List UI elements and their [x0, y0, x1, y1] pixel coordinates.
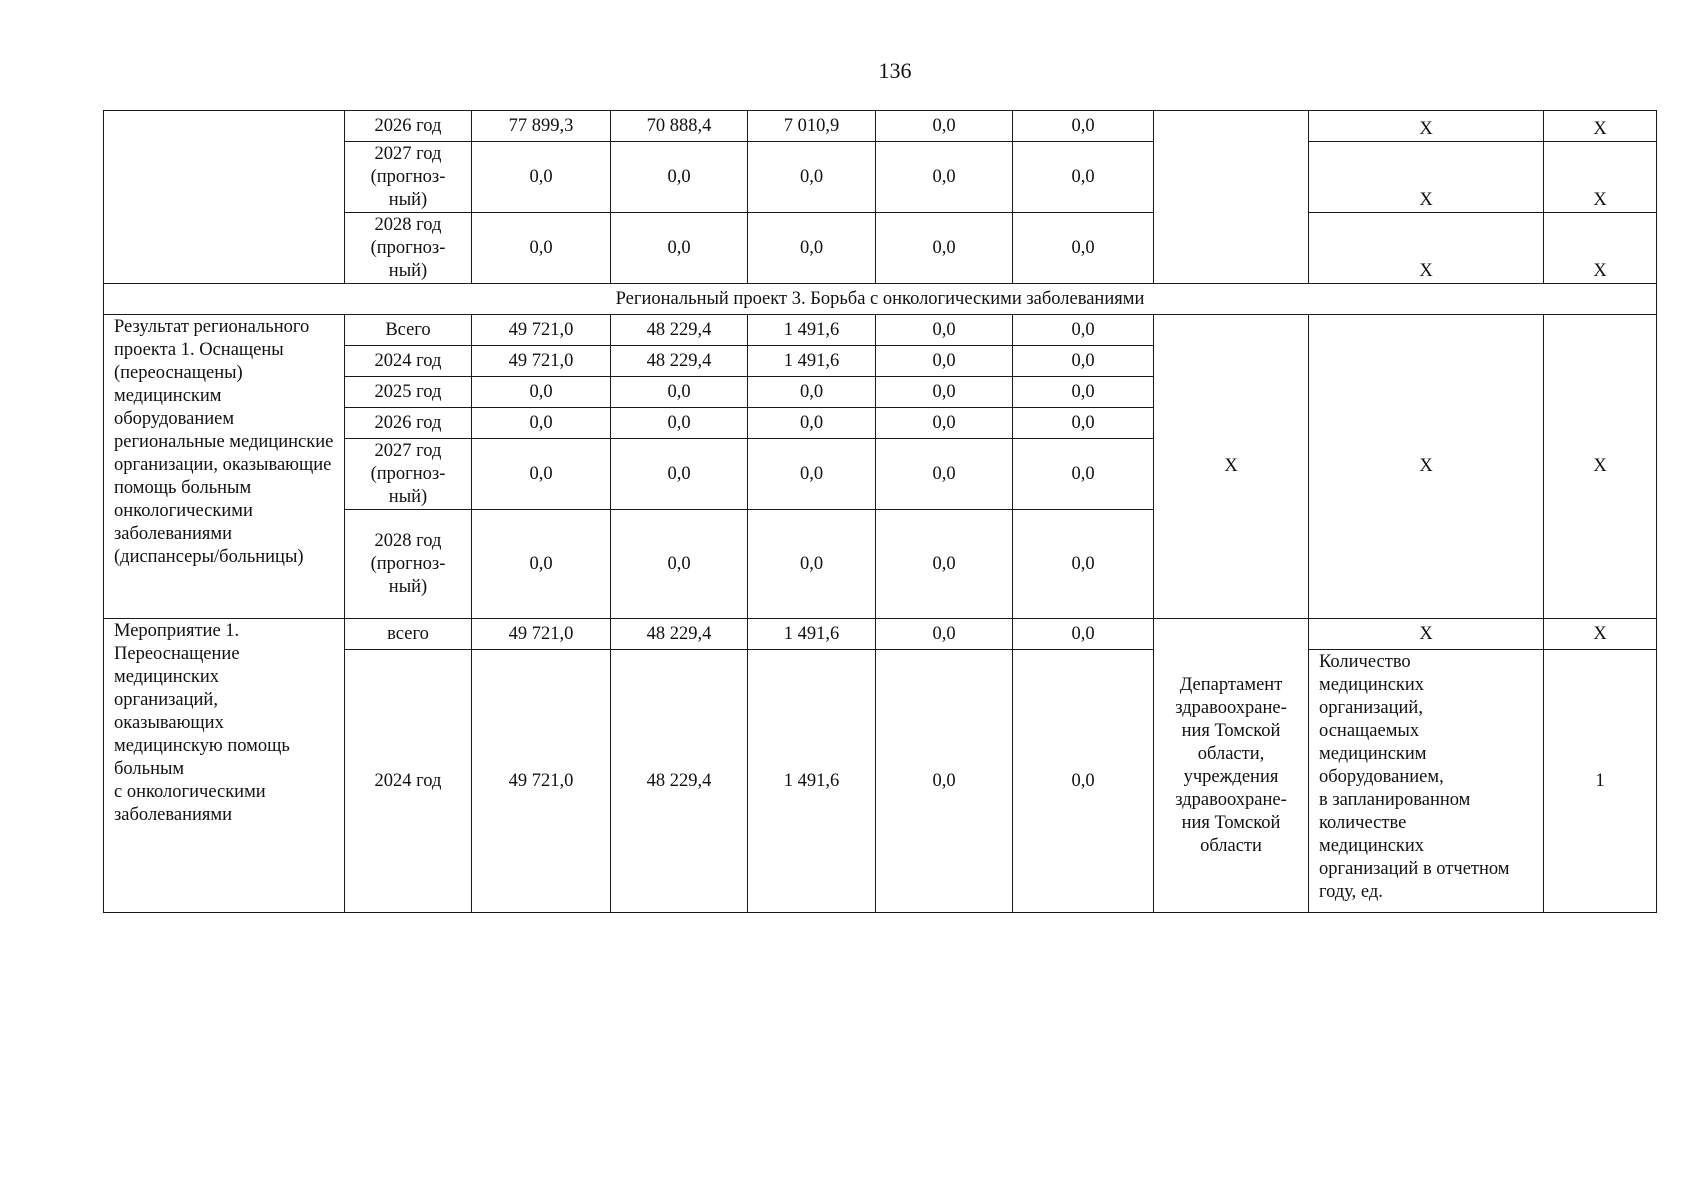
regional-cell: 0,0 — [748, 408, 876, 439]
total-cell: 49 721,0 — [472, 619, 611, 650]
regional-cell: 1 491,6 — [748, 650, 876, 913]
local-cell: 0,0 — [876, 619, 1013, 650]
other-cell: 0,0 — [1013, 650, 1154, 913]
value-cell: Х — [1544, 213, 1657, 284]
empty-name-cell — [104, 111, 345, 284]
local-cell: 0,0 — [876, 510, 1013, 619]
other-cell: 0,0 — [1013, 439, 1154, 510]
other-cell: 0,0 — [1013, 346, 1154, 377]
other-cell: 0,0 — [1013, 619, 1154, 650]
table-row — [104, 315, 1657, 346]
indicator-cell: Х — [1309, 619, 1544, 650]
result-name: Результат регионального проекта 1. Оснащены (переоснащены) медицинским оборудованием региональные медицинские организации, оказывающие помощь больным онкологическими заболеваниями (диспансеры/больницы) — [104, 315, 345, 619]
local-cell: 0,0 — [876, 142, 1013, 213]
other-cell: 0,0 — [1013, 142, 1154, 213]
federal-cell: 48 229,4 — [611, 346, 748, 377]
year-cell: 2026 год — [345, 111, 472, 142]
regional-cell: 1 491,6 — [748, 346, 876, 377]
other-cell: 0,0 — [1013, 111, 1154, 142]
result-executor: Х — [1154, 315, 1309, 619]
measure-executor: Департамент здравоохране- ния Томской области, учреждения здравоохране- ния Томской области — [1154, 619, 1309, 913]
year-cell: 2028 год (прогноз- ный) — [345, 213, 472, 284]
regional-cell: 1 491,6 — [748, 619, 876, 650]
year-cell: 2024 год — [345, 650, 472, 913]
indicator-cell: Х — [1309, 213, 1544, 284]
total-cell: 0,0 — [472, 408, 611, 439]
year-cell: Всего — [345, 315, 472, 346]
other-cell: 0,0 — [1013, 213, 1154, 284]
federal-cell: 48 229,4 — [611, 650, 748, 913]
local-cell: 0,0 — [876, 439, 1013, 510]
year-cell: 2028 год (прогноз- ный) — [345, 510, 472, 619]
local-cell: 0,0 — [876, 315, 1013, 346]
year-cell: 2027 год (прогноз- ный) — [345, 142, 472, 213]
local-cell: 0,0 — [876, 408, 1013, 439]
federal-cell: 0,0 — [611, 142, 748, 213]
regional-cell: 0,0 — [748, 439, 876, 510]
regional-cell: 0,0 — [748, 377, 876, 408]
year-cell: всего — [345, 619, 472, 650]
other-cell: 0,0 — [1013, 377, 1154, 408]
regional-cell: 0,0 — [748, 510, 876, 619]
indicator-cell: Х — [1309, 142, 1544, 213]
total-cell: 49 721,0 — [472, 315, 611, 346]
result-indicator: Х — [1309, 315, 1544, 619]
indicator-cell: Х — [1309, 111, 1544, 142]
local-cell: 0,0 — [876, 377, 1013, 408]
regional-cell: 1 491,6 — [748, 315, 876, 346]
value-cell: Х — [1544, 619, 1657, 650]
year-cell: 2024 год — [345, 346, 472, 377]
regional-cell: 0,0 — [748, 213, 876, 284]
other-cell: 0,0 — [1013, 315, 1154, 346]
table-row — [104, 111, 1657, 142]
total-cell: 0,0 — [472, 439, 611, 510]
federal-cell: 0,0 — [611, 377, 748, 408]
other-cell: 0,0 — [1013, 510, 1154, 619]
federal-cell: 48 229,4 — [611, 619, 748, 650]
local-cell: 0,0 — [876, 111, 1013, 142]
total-cell: 77 899,3 — [472, 111, 611, 142]
year-cell: 2027 год (прогноз- ный) — [345, 439, 472, 510]
total-cell: 0,0 — [472, 213, 611, 284]
federal-cell: 0,0 — [611, 213, 748, 284]
federal-cell: 0,0 — [611, 408, 748, 439]
empty-executor-cell — [1154, 111, 1309, 284]
total-cell: 49 721,0 — [472, 650, 611, 913]
total-cell: 0,0 — [472, 510, 611, 619]
federal-cell: 0,0 — [611, 510, 748, 619]
regional-cell: 0,0 — [748, 142, 876, 213]
regional-cell: 7 010,9 — [748, 111, 876, 142]
indicator-description: Количество медицинских организаций, оснащаемых медицинским оборудованием, в запланированном количестве медицинских организаций в отчетном году, ед. — [1309, 650, 1544, 913]
other-cell: 0,0 — [1013, 408, 1154, 439]
section-header-row — [104, 284, 1657, 315]
result-value: Х — [1544, 315, 1657, 619]
budget-table — [103, 110, 1657, 913]
value-cell: 1 — [1544, 650, 1657, 913]
year-cell: 2026 год — [345, 408, 472, 439]
value-cell: Х — [1544, 111, 1657, 142]
local-cell: 0,0 — [876, 213, 1013, 284]
total-cell: 49 721,0 — [472, 346, 611, 377]
year-cell: 2025 год — [345, 377, 472, 408]
page-number: 136 — [878, 58, 912, 83]
measure-name: Мероприятие 1. Переоснащение медицинских организаций, оказывающих медицинскую помощь больным с онкологическими заболеваниями — [104, 619, 345, 913]
federal-cell: 70 888,4 — [611, 111, 748, 142]
local-cell: 0,0 — [876, 346, 1013, 377]
table-row — [104, 619, 1657, 650]
value-cell: Х — [1544, 142, 1657, 213]
total-cell: 0,0 — [472, 142, 611, 213]
total-cell: 0,0 — [472, 377, 611, 408]
federal-cell: 48 229,4 — [611, 315, 748, 346]
section-title: Региональный проект 3. Борьба с онкологическими заболеваниями — [104, 284, 1657, 315]
local-cell: 0,0 — [876, 650, 1013, 913]
federal-cell: 0,0 — [611, 439, 748, 510]
